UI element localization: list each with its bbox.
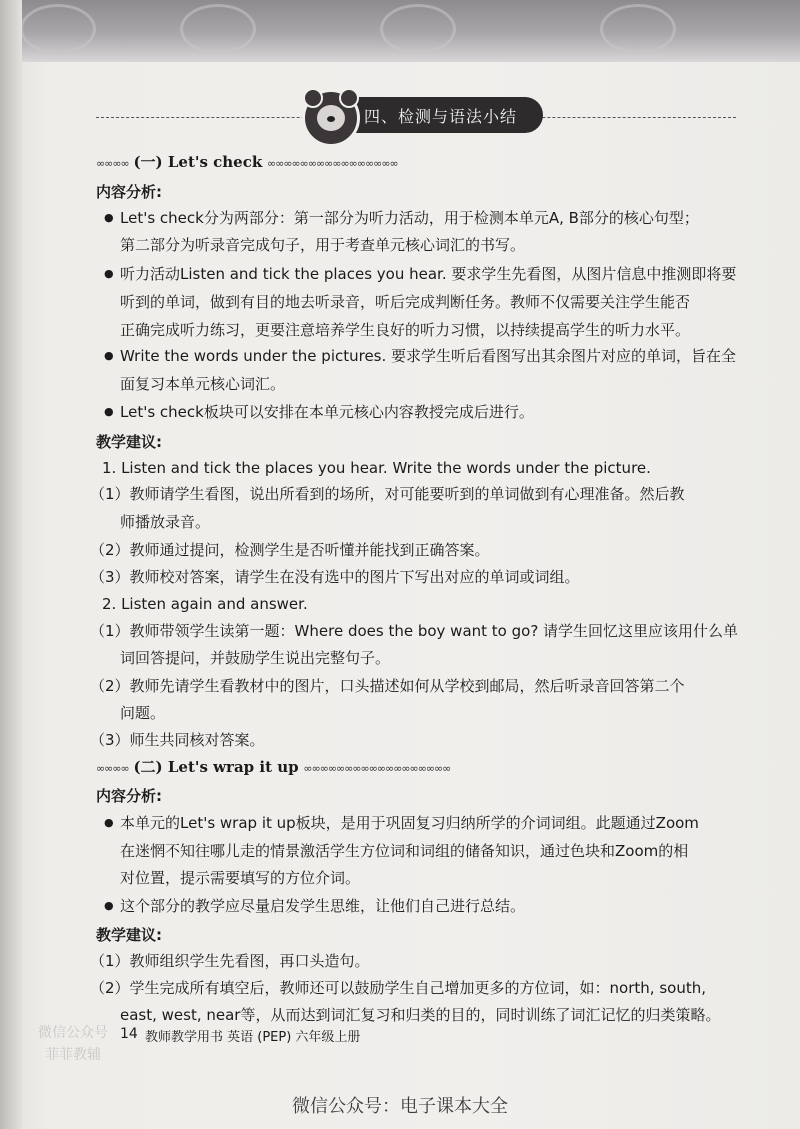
section-2-title-row <box>96 757 450 779</box>
advice-line: （3）教师校对答案，请学生在没有选中的图片下写出对应的单词或词组。 <box>90 568 580 586</box>
watermark-line: 菲菲教辅 <box>45 1047 101 1063</box>
swirl-decoration <box>380 4 456 54</box>
header-title: 四、检测与语法小结 <box>364 106 518 126</box>
advice-label: 教学建议: <box>96 926 162 944</box>
wave-decoration: ∞∞∞∞ <box>96 157 129 170</box>
book-spine-shadow <box>0 0 22 1129</box>
wave-decoration: ∞∞∞∞∞∞∞∞∞∞∞∞∞∞∞∞∞∞ <box>303 762 451 775</box>
analysis-label: 内容分析: <box>96 183 162 201</box>
bullet-text: ● 本单元的Let's wrap it up板块，是用于巩固复习归纳所学的介词词组。此题通过Zoom <box>120 813 699 833</box>
advice-line: （3）师生共同核对答案。 <box>90 731 265 749</box>
watermark-stamp <box>32 1022 114 1074</box>
advice-line: 问题。 <box>120 704 166 722</box>
advice-label: 教学建议: <box>96 433 162 451</box>
advice-line: （2）教师先请学生看教材中的图片，口头描述如何从学校到邮局，然后听录音回答第二个 <box>90 677 685 695</box>
analysis-label: 内容分析: <box>96 787 162 805</box>
bottom-watermark: 微信公众号：电子课本大全 <box>292 1096 508 1117</box>
swirl-decoration <box>600 4 676 54</box>
advice-line: 1. Listen and tick the places you hear. Write the words under the picture. <box>102 459 651 477</box>
section-header <box>96 97 736 137</box>
bullet-text: ● Let's check板块可以安排在本单元核心内容教授完成后进行。 <box>120 402 534 422</box>
bullet-text: ● Write the words under the pictures. 要求学生听后看图写出其余图片对应的单词，旨在全 <box>120 346 736 366</box>
bullet-text: 正确完成听力练习，更要注意培养学生良好的听力习惯，以持续提高学生的听力水平。 <box>120 321 691 339</box>
advice-line: 词回答提问，并鼓励学生说出完整句子。 <box>120 649 391 667</box>
bullet-text: ● 这个部分的教学应尽量启发学生思维，让他们自己进行总结。 <box>120 896 525 916</box>
bullet-text: 在迷惘不知往哪儿走的情景激活学生方位词和词组的储备知识，通过色块和Zoom的相 <box>120 842 689 860</box>
advice-line: east, west, near等，从而达到词汇复习和归类的目的，同时训练了词汇记忆的归类策略。 <box>120 1006 721 1024</box>
bullet-text: 第二部分为听录音完成句子，用于考查单元核心词汇的书写。 <box>120 236 526 254</box>
header-badge <box>310 97 543 133</box>
section-2-title: (二) Let's wrap it up <box>133 758 299 776</box>
top-decoration <box>0 0 800 62</box>
advice-line: （1）教师带领学生读第一题：Where does the boy want to go? 请学生回忆这里应该用什么单 <box>90 622 739 640</box>
footer-book-title: 教师教学用书 英语 (PEP) 六年级上册 <box>145 1030 361 1045</box>
watermark-line: 微信公众号 <box>38 1025 108 1041</box>
page-number: 14 <box>120 1026 138 1042</box>
swirl-decoration <box>180 4 256 54</box>
bullet-text: 听到的单词，做到有目的地去听录音，听后完成判断任务。教师不仅需要关注学生能否 <box>120 293 691 311</box>
swirl-decoration <box>20 4 96 54</box>
wave-decoration: ∞∞∞∞ <box>96 762 129 775</box>
bear-icon <box>302 89 360 147</box>
advice-line: 2. Listen again and answer. <box>102 595 308 613</box>
bullet-text: ● 听力活动Listen and tick the places you hear. 要求学生先看图，从图片信息中推测即将要 <box>120 264 736 284</box>
wave-decoration: ∞∞∞∞∞∞∞∞∞∞∞∞∞∞∞∞ <box>267 157 398 170</box>
advice-line: （2）学生完成所有填空后，教师还可以鼓励学生自己增加更多的方位词，如：north, south, <box>90 979 706 997</box>
bullet-text: ● Let's check分为两部分：第一部分为听力活动，用于检测本单元A, B部分的核心句型； <box>120 208 699 228</box>
bullet-text: 对位置，提示需要填写的方位介词。 <box>120 869 361 887</box>
advice-line: （2）教师通过提问，检测学生是否听懂并能找到正确答案。 <box>90 541 490 559</box>
section-1-title-row <box>96 152 398 174</box>
advice-line: （1）教师请学生看图，说出所看到的场所，对可能要听到的单词做到有心理准备。然后教 <box>90 485 685 503</box>
bullet-text: 面复习本单元核心词汇。 <box>120 375 286 393</box>
advice-line: （1）教师组织学生先看图，再口头造句。 <box>90 952 370 970</box>
section-1-title: (一) Let's check <box>133 153 263 171</box>
advice-line: 师播放录音。 <box>120 513 211 531</box>
